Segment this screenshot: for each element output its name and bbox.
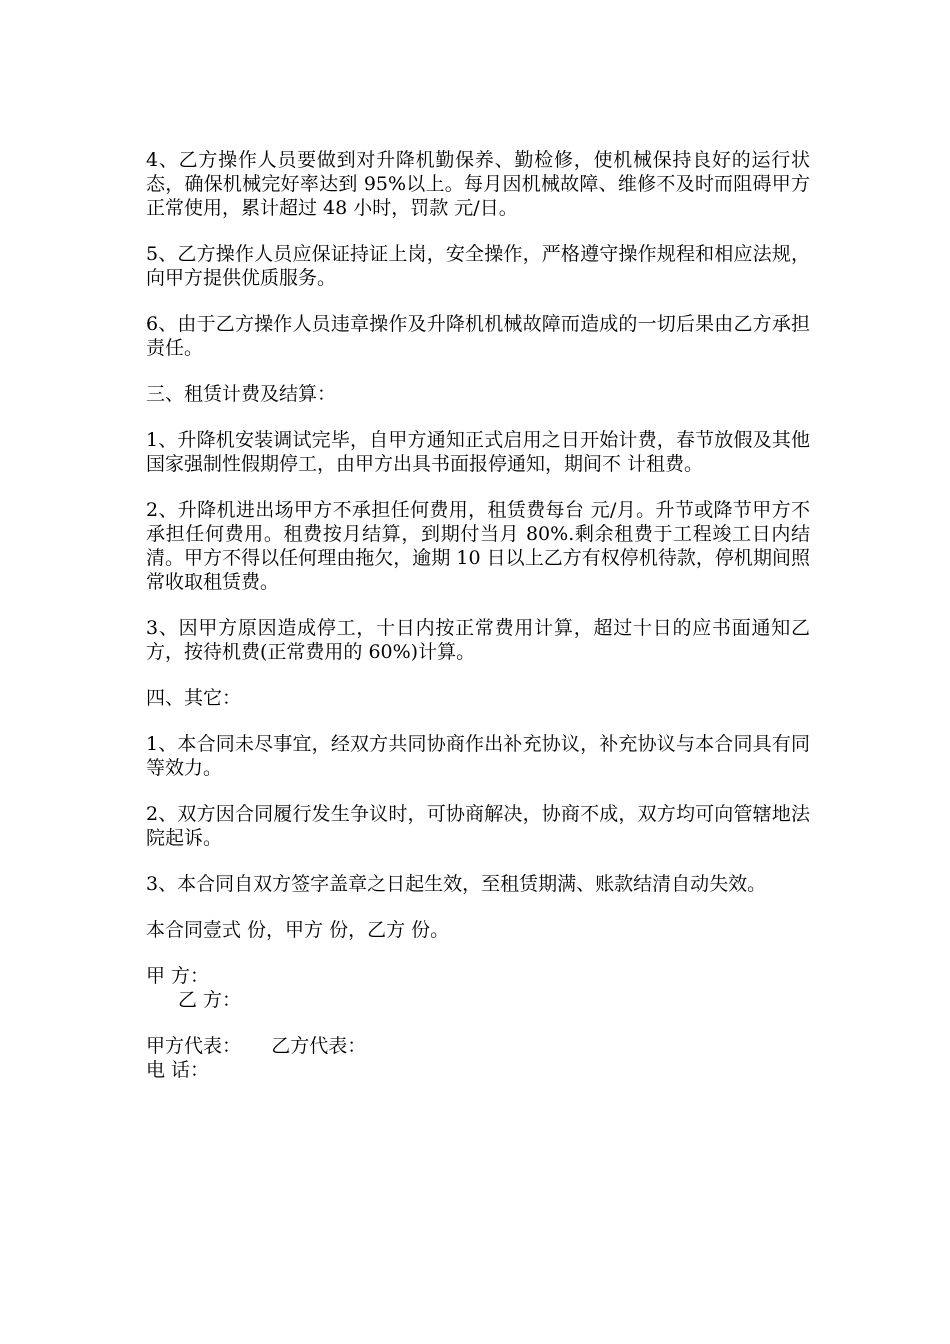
contract-body bbox=[146, 148, 810, 1082]
section-4-clause-1: 1、本合同未尽事宜，经双方共同协商作出补充协议，补充协议与本合同具有同等效力。 bbox=[146, 733, 810, 779]
party-b-label: 乙 方： bbox=[178, 989, 242, 1011]
clause-4-maintenance: 4、乙方操作人员要做到对升降机勤保养、勤检修，使机械保持良好的运行状态，确保机械完好率达到 95%以上。每月因机械故障、维修不及时而阻碍甲方正常使用，累计超过 48 小时，罚款 元/日。 bbox=[146, 149, 810, 219]
section-4-heading: 四、其它： bbox=[146, 687, 242, 709]
representatives-line: 甲方代表： 乙方代表： bbox=[146, 1035, 367, 1057]
section-3-clause-1: 1、升降机安装调试完毕，自甲方通知正式启用之日开始计费，春节放假及其他国家强制性假期停工，由甲方出具书面报停通知，期间不 计租费。 bbox=[146, 429, 810, 475]
section-3-clause-3: 3、因甲方原因造成停工，十日内按正常费用计算，超过十日的应书面通知乙方，按待机费(正常费用的 60%)计算。 bbox=[146, 617, 810, 663]
copies-statement: 本合同壹式 份，甲方 份，乙方 份。 bbox=[146, 919, 450, 941]
section-4-clause-2: 2、双方因合同履行发生争议时，可协商解决，协商不成，双方均可向管辖地法院起诉。 bbox=[146, 803, 810, 849]
clause-6-liability: 6、由于乙方操作人员违章操作及升降机机械故障而造成的一切后果由乙方承担责任。 bbox=[146, 313, 810, 359]
section-3-heading: 三、租赁计费及结算： bbox=[146, 383, 337, 405]
section-4-clause-3: 3、本合同自双方签字盖章之日起生效，至租赁期满、账款结清自动失效。 bbox=[146, 873, 767, 895]
phone-label: 电 话： bbox=[146, 1059, 210, 1081]
party-a-label: 甲 方： bbox=[146, 965, 210, 987]
clause-5-certified-operation: 5、乙方操作人员应保证持证上岗，安全操作，严格遵守操作规程和相应法规，向甲方提供优质服务。 bbox=[146, 243, 810, 289]
party-signatures bbox=[146, 964, 810, 1012]
section-3-clause-2: 2、升降机进出场甲方不承担任何费用，租赁费每台 元/月。升节或降节甲方不承担任何费用。租费按月结算，到期付当月 80%.剩余租费于工程竣工日内结清。甲方不得以任何理由拖欠，逾期 10 日以上乙方有权停机待款，停机期间照常收取租赁费。 bbox=[146, 499, 810, 593]
